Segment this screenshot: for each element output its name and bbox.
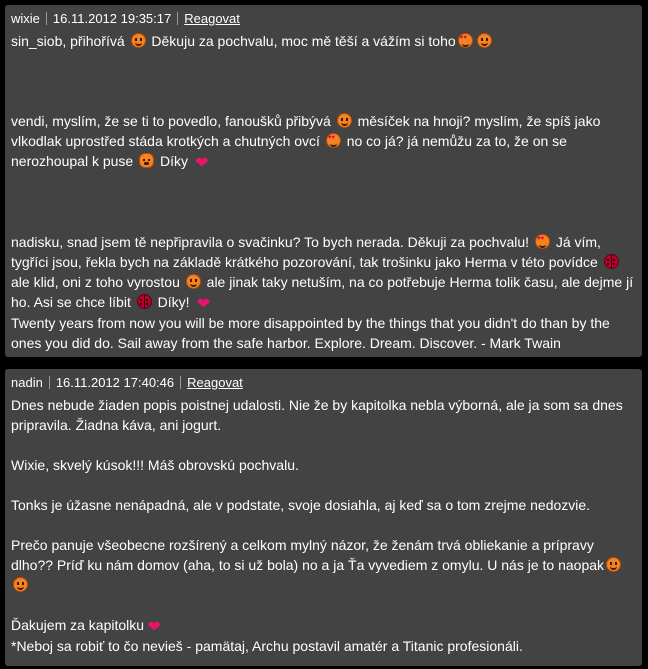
separator <box>177 12 178 25</box>
heart-icon <box>146 620 162 636</box>
heart-icon <box>195 297 211 313</box>
love-icon <box>458 33 473 48</box>
comment-header <box>11 375 636 393</box>
comment-body <box>11 31 636 353</box>
signature-quote: *Neboj sa robiť to čo nevieš - pamätaj, Archu postavil amatér a Titanic profesionáli. <box>11 638 523 654</box>
smile-icon <box>606 557 621 572</box>
separator <box>49 376 50 389</box>
love-icon <box>535 234 550 249</box>
smile-icon <box>337 113 352 128</box>
comment-paragraph: sin_siob, přihořívá Děkuju za pochvalu, moc mě těší a vážím si toho♥♥ <box>11 31 636 51</box>
ladybug-icon <box>604 254 619 269</box>
separator <box>46 12 47 25</box>
comment-paragraph: nadisku, snad jsem tě nepřipravila o svačinku? To bych nerada. Děkuji za pochvalu! ♥♥ Já vím, tygříci jsou, řekla bych na základě krátkého pozorování, tak trošinku jako Herma v této povídce ale klid, oni z toho vyrostou ale jinak taky netuším, na co potřebuje Herma tolik času, ale dejme jí ho. Asi se chce líbit Díky! ❤ <box>11 232 636 313</box>
comment-body <box>11 395 636 656</box>
comment-author: wixie <box>11 11 40 26</box>
comment-paragraph: Dnes nebude žiaden popis poistnej udalosti. Nie že by kapitolka nebla výborná, ale ja som sa dnes pripravila. Žiadna káva, ani jogurt. <box>11 397 623 433</box>
comment-post <box>5 5 642 357</box>
comment-paragraph: Wixie, skvelý kúsok!!! Máš obrovskú pochvalu. <box>11 457 299 473</box>
comment-datetime: 16.11.2012 19:35:17 <box>52 11 172 26</box>
comment-header <box>11 11 636 29</box>
comment-paragraph: Ďakujem za kapitolku❤ <box>11 615 636 636</box>
comment-author: nadin <box>11 375 43 390</box>
separator <box>180 376 181 389</box>
comment-datetime: 16.11.2012 17:40:46 <box>55 375 175 390</box>
comment-paragraph: Prečo panuje všeobecne rozšírený a celkom mylný názor, že ženám trvá obliekanie a prípravy dlho?? Príď ku nám domov (aha, to si už bola) no a ja Ťa vyvediem z omylu. U nás je to naopak <box>11 535 636 595</box>
comment-paragraph: vendi, myslím, že se ti to povedlo, fanoušků přibývá měsíček na hnoji? myslím, že spíš jako vlkodlak uprostřed stáda krotkých a chutných ovcí ♥♥ no co já? já nemůžu za to, že on se nerozhoupal k puse Díky ❤ <box>11 111 636 172</box>
smile-icon <box>477 33 492 48</box>
smile-icon <box>186 274 201 289</box>
comment-paragraph: Tonks je úžasne nenápadná, ale v podstate, svoje dosiahla, aj keď sa o tom zrejme nedozvie. <box>11 497 591 513</box>
ladybug-icon <box>137 294 152 309</box>
smile-icon <box>131 33 146 48</box>
comment-post <box>5 369 642 666</box>
shy-icon <box>139 153 154 168</box>
heart-icon <box>194 156 210 172</box>
love-icon <box>326 133 341 148</box>
smile-icon <box>13 577 28 592</box>
signature-quote: Twenty years from now you will be more disappointed by the things that you didn't do than by the ones you did do. Sail away from the safe harbor. Explore. Dream. Discover. - Mark Twain <box>11 315 610 351</box>
reply-link[interactable]: Reagovat <box>187 375 243 390</box>
reply-link[interactable]: Reagovat <box>184 11 240 26</box>
